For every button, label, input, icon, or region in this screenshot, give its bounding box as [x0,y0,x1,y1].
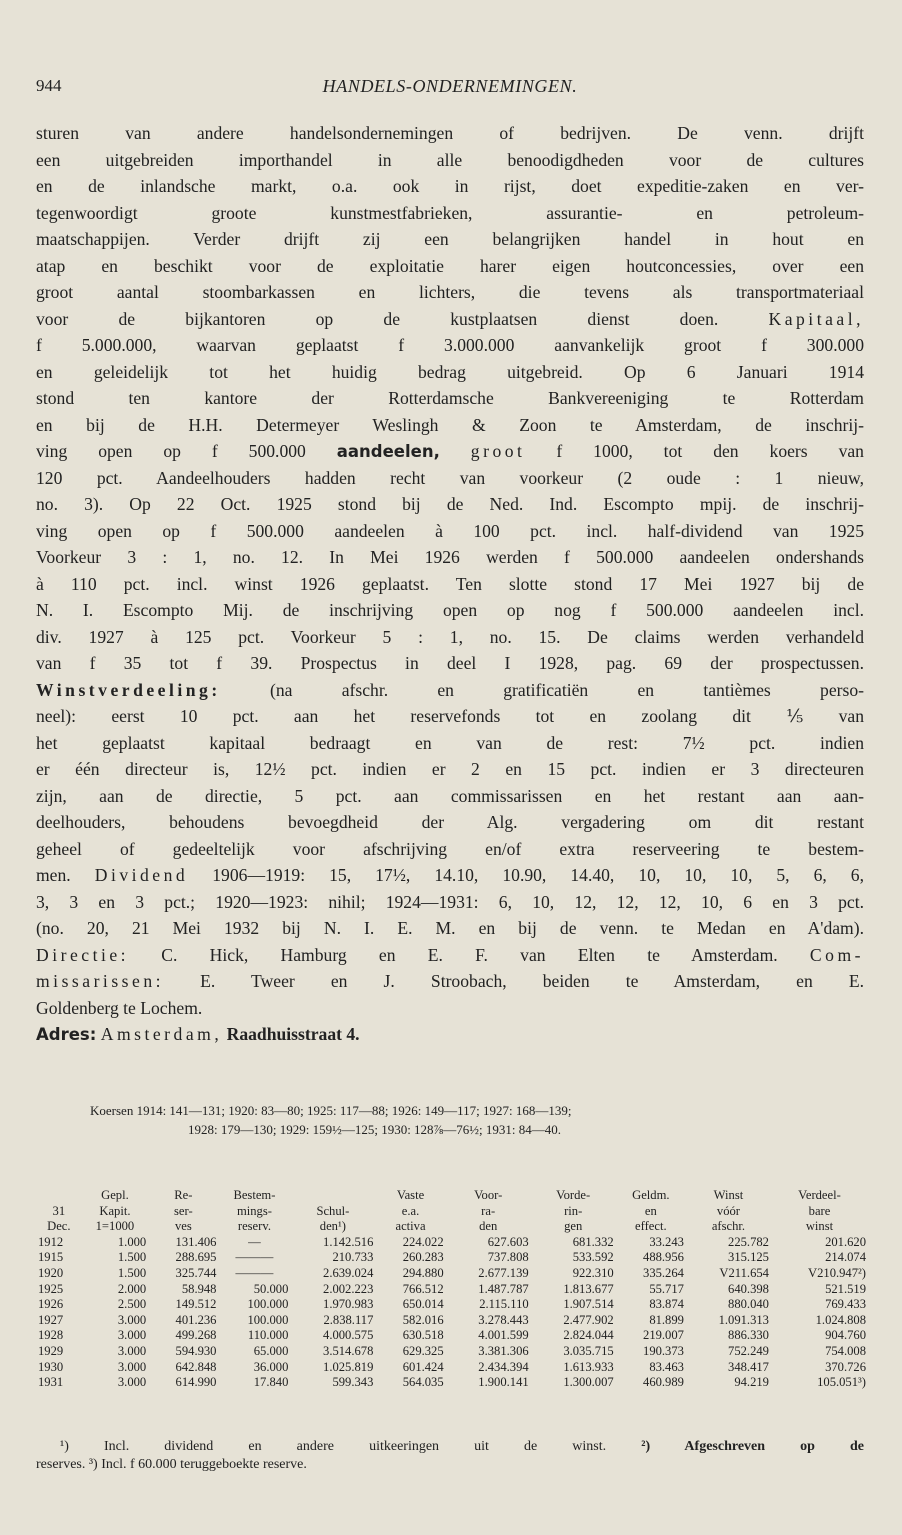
table-cell: 521.519 [825,1281,866,1296]
text-segment: voor de bijkantoren op de kustplaatsen dienst doen. [36,308,719,329]
table-cell: 105.051³) [817,1375,866,1390]
table-cell: 81.899 [649,1312,684,1327]
table-cell: 582.016 [402,1312,444,1327]
table-row [36,1250,868,1266]
table-cell: 3.000 [117,1375,147,1390]
table-cell: 4.000.575 [323,1328,374,1343]
column-header: en [644,1203,657,1218]
table-cell: ——— [235,1250,274,1265]
adres-city: Amsterdam, [100,1024,223,1044]
table-cell: 1925 [38,1281,64,1296]
table-cell: V211.654 [719,1265,769,1280]
column-header: ser- [174,1203,193,1218]
table-cell: 752.249 [728,1343,769,1358]
table-cell: 1.300.007 [563,1375,614,1390]
text-line: tegenwoordigt groote kunstmestfabrieken, assurantie- en petroleum- [36,202,864,223]
footnote-2: ²) Afgeschreven op de [641,1439,864,1454]
table-cell: 2.434.394 [478,1359,529,1374]
text-line: atap en beschikt voor de exploitatie harer eigen houtconcessies, over een [36,255,864,276]
column-header: Gepl. [101,1188,129,1202]
table-header-row [36,1219,868,1235]
column-header: 1=1000 [95,1219,135,1234]
table-row [36,1235,868,1251]
column-header: bare [808,1203,831,1218]
table-cell: 1.500 [117,1250,147,1265]
column-header: Bestem- [233,1188,276,1202]
table-cell: 4.001.599 [478,1328,529,1343]
groot-label: groot [470,441,526,461]
text-line: deelhouders, behoudens bevoegdheid der Alg. vergadering om dit restant [36,812,864,832]
text-line: een uitgebreiden importhandel in alle benoodigdheden voor de cultures [36,149,864,170]
commissarissen-label-part: Com- [809,944,864,965]
column-header: Vorde- [556,1188,591,1202]
column-header: Vaste [396,1188,425,1202]
table-cell: 83.463 [649,1359,684,1374]
address-line [36,1021,864,1048]
column-header: Voor- [474,1188,503,1202]
table-cell: 880.040 [728,1297,769,1312]
column-header: reserv. [237,1219,271,1234]
table-cell: 886.330 [728,1328,769,1343]
column-header: e.a. [401,1203,420,1218]
table-cell: 629.325 [402,1343,444,1358]
text-line: no. 3). Op 22 Oct. 1925 stond bij de Ned. Ind. Escompto mpij. de inschrij- [36,494,864,514]
table-cell: 1927 [38,1312,64,1327]
table-cell: 630.518 [402,1328,444,1343]
table-cell: 17.840 [253,1375,289,1390]
column-header: ra- [481,1203,496,1218]
table-row [36,1344,868,1360]
text-segment: E. Tweer en J. Stroobach, beiden te Amsterdam, en E. [200,971,864,991]
text-line: maatschappijen. Verder drijft zij een belangrijken handel in hout en [36,229,864,249]
footnote-line: reserves. ³) Incl. f 60.000 teruggeboekte reserve. [36,1457,307,1472]
table-cell: 348.417 [728,1359,769,1374]
table-cell: 2.677.139 [478,1265,529,1280]
text-line: groot aantal stoombarkassen en lichters, die tevens als transportmateriaal [36,282,864,302]
table-cell: 1.970.983 [323,1297,374,1312]
column-header: den [479,1219,498,1234]
table-cell: 1.500 [117,1265,147,1280]
winstverdeeling-label: Winstverdeeling: [36,679,221,700]
text-line: van f 35 tot f 39. Prospectus in deel I 1928, pag. 69 der prospectussen. [36,653,864,673]
table-cell: 2.639.024 [323,1265,374,1280]
column-header: mings- [236,1203,272,1218]
table-cell: 3.000 [117,1343,147,1358]
column-header: Verdeel- [798,1188,841,1202]
table-cell: 2.500 [117,1297,147,1312]
column-header: activa [395,1219,426,1234]
table-cell: 594.930 [175,1343,217,1358]
table-cell: 3.035.715 [563,1343,614,1358]
text-line [36,306,864,333]
table-cell: V210.947²) [808,1265,866,1280]
table-cell: 315.125 [728,1250,769,1265]
table-cell: 1.900.141 [478,1375,529,1390]
table-cell: 1915 [38,1250,64,1265]
table-cell: ——— [235,1265,274,1280]
text-segment: C. Hick, Hamburg en E. F. van Elten te Amsterdam. [161,944,778,965]
table-cell: 2.838.117 [323,1312,374,1327]
column-header: Schul- [316,1203,350,1218]
running-title: HANDELS-ONDERNEMINGEN. [322,76,578,96]
table-cell: 1.000 [117,1234,147,1249]
page-number: 944 [36,76,62,95]
table-cell: 1930 [38,1359,64,1374]
table-cell: 214.074 [825,1250,866,1265]
text-line: ving open op f 500.000 aandeelen à 100 pct. incl. half-dividend van 1925 [36,520,864,541]
table-row [36,1313,868,1329]
table-cell: 640.398 [728,1281,769,1296]
table-cell: 3.000 [117,1328,147,1343]
table-cell: 201.620 [825,1234,866,1249]
table-cell: 100.000 [247,1312,289,1327]
text-line: geheel of gedeeltelijk voor afschrijving en/of extra reserveering te bestem- [36,838,864,859]
table-cell: 224.022 [402,1234,444,1249]
table-cell: 754.008 [825,1343,866,1358]
table-cell: 766.512 [402,1281,444,1296]
text-line: stond ten kantore der Rotterdamsche Bankvereeniging te Rotterdam [36,388,864,408]
column-header: effect. [635,1219,667,1234]
column-header: ves [174,1219,192,1234]
column-header: afschr. [711,1219,746,1234]
text-line: N. I. Escompto Mij. de inschrijving open op nog f 500.000 aandeelen incl. [36,600,864,620]
column-header: Kapit. [99,1203,131,1218]
financial-table [36,1188,868,1391]
text-segment: f 1000, tot den koers van [556,441,864,461]
table-cell: 488.956 [643,1250,684,1265]
table-cell: 1929 [38,1343,64,1358]
text-segment: men. [36,865,71,885]
table-cell: 922.310 [572,1265,614,1280]
table-cell: 1.142.516 [323,1234,374,1249]
kapitaal-label: Kapitaal, [768,308,864,329]
table-cell: 650.014 [402,1297,444,1312]
table-cell: 614.990 [175,1375,217,1390]
table-cell: 1.487.787 [478,1281,529,1296]
table-cell: 642.848 [175,1359,217,1374]
table-row [36,1297,868,1313]
table-row [36,1375,868,1391]
table-cell: 294.880 [402,1265,444,1280]
text-segment: 1906—1919: 15, 17½, 14.10, 10.90, 14.40, 10, 10, 10, 5, 6, 6, [212,865,864,885]
table-cell: 33.243 [649,1234,684,1249]
table-cell: 564.035 [402,1375,444,1390]
text-line: à 110 pct. incl. winst 1926 geplaatst. Ten slotte stond 17 Mei 1927 bij de [36,573,864,594]
table-cell: 149.512 [175,1297,217,1312]
adres-street: Raadhuisstraat 4. [226,1024,360,1044]
table-cell: 3.514.678 [323,1343,374,1358]
table-row [36,1266,868,1282]
text-line: 120 pct. Aandeelhouders hadden recht van voorkeur (2 oude : 1 nieuw, [36,467,864,488]
table-cell: 50.000 [253,1281,289,1296]
footnote-1: ¹) Incl. dividend en andere uitkeeringen uit de winst. [60,1439,607,1454]
column-header: gen [564,1219,583,1234]
table-cell: 904.760 [825,1328,866,1343]
column-header: Re- [174,1188,193,1202]
koersen-block [36,1101,864,1139]
text-line: het geplaatst kapitaal bedraagt en van de rest: 7½ pct. indien [36,732,864,753]
table-cell: 58.948 [181,1281,217,1296]
table-cell: 627.603 [487,1234,529,1249]
text-line: zijn, aan de directie, 5 pct. aan commissarissen en het restant aan aan- [36,785,864,806]
footnote-line [36,1438,864,1456]
column-header: winst [805,1219,834,1234]
column-header: Winst [713,1188,744,1202]
table-cell: 36.000 [253,1359,289,1374]
page-header [36,76,864,102]
table-row [36,1360,868,1376]
table-row [36,1282,868,1298]
text-line [36,862,864,889]
table-cell: 1928 [38,1328,64,1343]
table-cell: 460.989 [643,1375,684,1390]
table-cell: 1931 [38,1375,64,1390]
column-header: den¹) [319,1219,346,1234]
column-header [290,1188,375,1204]
table-cell: 260.283 [402,1250,444,1265]
table-cell: — [248,1234,261,1249]
table-cell: 94.219 [734,1375,769,1390]
table-cell: 325.744 [175,1265,217,1280]
koersen-line: Koersen 1914: 141—131; 1920: 83—80; 1925: 117—88; 1926: 149—117; 1927: 168—139; [90,1103,572,1118]
table-cell: 1912 [38,1234,64,1249]
table-cell: 1920 [38,1265,64,1280]
table-cell: 499.268 [175,1328,217,1343]
table-cell: 2.115.110 [479,1297,529,1312]
table-cell: 1.024.808 [815,1312,866,1327]
table-cell: 3.000 [117,1312,147,1327]
directie-label: Directie: [36,944,130,965]
table-cell: 401.236 [175,1312,217,1327]
table-cell: 1.091.313 [718,1312,769,1327]
table-cell: 225.782 [728,1234,769,1249]
table-cell: 1.907.514 [563,1297,614,1312]
table-cell: 3.381.306 [478,1343,529,1358]
table-cell: 131.406 [175,1234,217,1249]
table-cell: 2.002.223 [323,1281,374,1296]
commissarissen-label: missarissen: [36,971,165,991]
table-cell: 288.695 [175,1250,217,1265]
text-line: en bij de H.H. Determeyer Weslingh & Zoon te Amsterdam, de inschrij- [36,414,864,435]
adres-label: Adres: [36,1025,97,1044]
table-cell: 2.477.902 [563,1312,614,1327]
table-cell: 3.278.443 [478,1312,529,1327]
table-cell: 737.808 [487,1250,529,1265]
koersen-line: 1928: 179—130; 1929: 159½—125; 1930: 128⅞—76½; 1931: 84—40. [188,1122,562,1137]
table-cell: 3.000 [117,1359,147,1374]
table-cell: 599.343 [332,1375,374,1390]
table-cell: 55.717 [649,1281,684,1296]
text-segment: ving open op f 500.000 [36,441,306,461]
table-cell: 1.813.677 [563,1281,614,1296]
table-cell: 533.592 [572,1250,614,1265]
table-row [36,1328,868,1344]
text-segment: (na afschr. en gratificatiën en tantièmes perso- [269,679,864,700]
text-line: Voorkeur 3 : 1, no. 12. In Mei 1926 werden f 500.000 aandeelen ondershands [36,547,864,567]
table-cell: 335.264 [643,1265,684,1280]
table-cell: 65.000 [253,1343,289,1358]
table-cell: 2.000 [117,1281,147,1296]
table-cell: 190.373 [643,1343,684,1358]
table-cell: 681.332 [572,1234,614,1249]
column-header: rin- [564,1203,583,1218]
text-line [36,968,864,995]
dividend-label: Dividend [94,865,189,885]
text-line: neel): eerst 10 pct. aan het reservefonds tot en zoolang dit ⅕ van [36,706,864,726]
table-cell: 219.007 [643,1328,684,1343]
table-cell: 110.000 [247,1328,289,1343]
column-header: 31 [52,1203,66,1218]
body-text [36,120,864,1048]
table-cell: 769.433 [825,1297,866,1312]
text-line [36,438,864,465]
column-header: Dec. [47,1219,71,1234]
table-cell: 1926 [38,1297,64,1312]
table-cell: 210.733 [332,1250,374,1265]
table-cell: 2.824.044 [563,1328,614,1343]
footnotes [36,1438,864,1474]
text-line: en geleidelijk tot het huidig bedrag uitgebreid. Op 6 Januari 1914 [36,361,864,382]
table-cell: 1.025.819 [323,1359,374,1374]
table-header-row [36,1188,868,1204]
table-cell: 370.726 [825,1359,866,1374]
text-line: Goldenberg te Lochem. [36,997,203,1018]
text-line: en de inlandsche markt, o.a. ook in rijst, doet expeditie-zaken en ver- [36,176,864,196]
text-line: sturen van andere handelsondernemingen of bedrijven. De venn. drijft [36,123,864,143]
table-cell: 100.000 [247,1297,289,1312]
aandeelen-label: aandeelen, [336,442,440,461]
column-header: vóór [716,1203,740,1218]
text-line [36,942,864,969]
column-header: Geldm. [632,1188,670,1202]
table-header-row [36,1204,868,1220]
text-line: er één directeur is, 12½ pct. indien er 2 en 15 pct. indien er 3 directeuren [36,759,864,779]
text-line: 3, 3 en 3 pct.; 1920—1923: nihil; 1924—1931: 6, 10, 12, 12, 12, 10, 6 en 3 pct. [36,891,864,912]
text-line: div. 1927 à 125 pct. Voorkeur 5 : 1, no. 15. De claims werden verhandeld [36,626,864,647]
table-cell: 83.874 [649,1297,684,1312]
text-line: f 5.000.000, waarvan geplaatst f 3.000.000 aanvankelijk groot f 300.000 [36,335,864,355]
table-cell: 1.613.933 [563,1359,614,1374]
text-line: (no. 20, 21 Mei 1932 bij N. I. E. M. en bij de venn. te Medan en A'dam). [36,918,864,938]
column-header [36,1188,82,1204]
text-line [36,677,864,704]
table-cell: 601.424 [402,1359,444,1374]
